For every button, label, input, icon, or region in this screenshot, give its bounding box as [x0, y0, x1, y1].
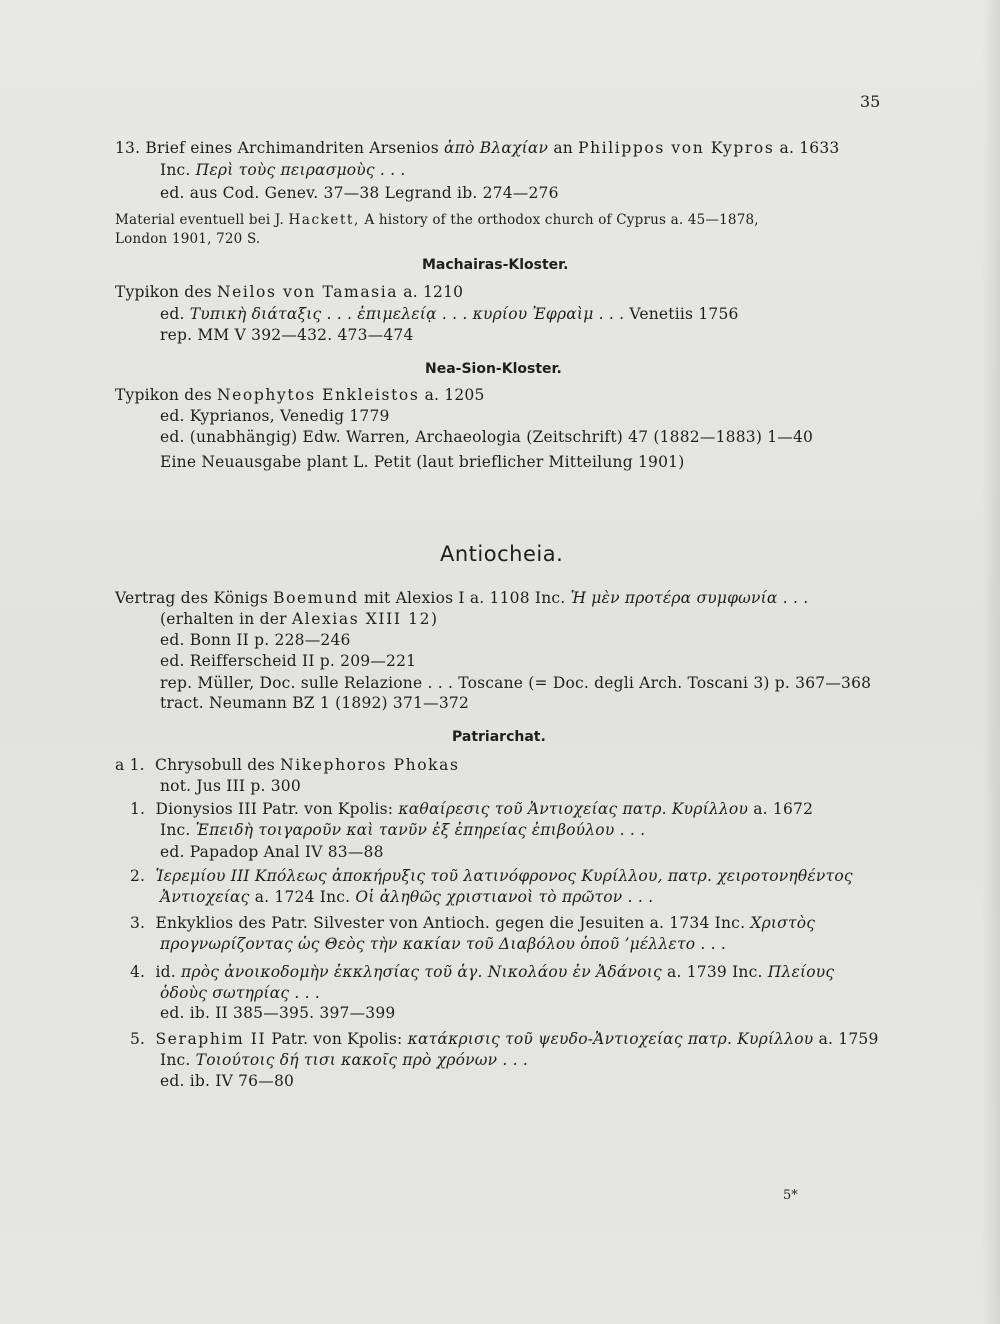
heading-neasion: Nea-Sion-Kloster.: [425, 361, 562, 377]
machairas-rep: rep. MM V 392—432. 473—474: [160, 326, 414, 344]
heading-machairas: Machairas-Kloster.: [422, 257, 569, 273]
entry-number: 13.: [115, 139, 141, 157]
entry-13-inc: Inc. Περὶ τοὺς πειρασμοὺς . . .: [160, 161, 406, 179]
signature-mark: 5*: [783, 1188, 798, 1203]
patriarchat-entry-4-cont: ὁδοὺς σωτηρίας . . .: [160, 984, 321, 1002]
patriarchat-a1-not: not. Jus III p. 300: [160, 777, 301, 795]
patriarchat-entry-1: 1. Dionysios III Patr. von Kpolis: καθαίρεσις τοῦ Ἀντιοχείας πατρ. Κυρίλλου a. 1672: [130, 800, 814, 818]
heading-antiocheia: Antiocheia.: [440, 542, 564, 566]
antiocheia-vertrag: Vertrag des Königs Boemund mit Alexios I a. 1108 Inc. Ἡ μὲν προτέρα συμφωνία . . .: [115, 589, 809, 607]
patriarchat-entry-4: 4. id. πρὸς ἀνοικοδομὴν ἐκκλησίας τοῦ ἁγ. Νικολάου ἐν Ἀδάνοις a. 1739 Inc. Πλείους: [130, 963, 835, 981]
patriarchat-entry-5-inc: Inc. Τοιούτοις δή τισι κακοῖς πρὸ χρόνων . . .: [160, 1051, 528, 1069]
antiocheia-tract: tract. Neumann BZ 1 (1892) 371—372: [160, 694, 470, 712]
patriarchat-entry-5-ed: ed. ib. IV 76—80: [160, 1072, 295, 1090]
patriarchat-entry-2-cont: Ἀντιοχείας a. 1724 Inc. Οἱ ἀληθῶς χριστιανοὶ τὸ πρῶτον . . .: [160, 888, 654, 906]
entry-13-material: Material eventuell bei J. Hackett, A history of the orthodox church of Cyprus a. 45—1878,: [115, 212, 759, 228]
entry-13-material-2: London 1901, 720 S.: [115, 231, 261, 247]
patriarchat-entry-1-inc: Inc. Ἐπειδὴ τοιγαροῦν καὶ τανῦν ἐξ ἐπηρείας ἐπιβούλου . . .: [160, 821, 646, 839]
neasion-note: Eine Neuausgabe plant L. Petit (laut brieflicher Mitteilung 1901): [160, 453, 685, 471]
patriarchat-entry-3: 3. Enkyklios des Patr. Silvester von Antioch. gegen die Jesuiten a. 1734 Inc. Χριστὸς: [130, 914, 816, 932]
machairas-typikon: Typikon des Neilos von Tamasia a. 1210: [115, 283, 464, 301]
antiocheia-ed2: ed. Reifferscheid II p. 209—221: [160, 652, 417, 670]
patriarchat-entry-2: 2. Ἱερεμίου III Κπόλεως ἀποκήρυξις τοῦ λατινόφρονος Κυρίλλου, πατρ. χειροτονηθέντος: [130, 867, 853, 885]
entry-13-line1: 13. Brief eines Archimandriten Arsenios ἀπὸ Βλαχίαν an Philippos von Kypros a. 1633: [115, 139, 840, 157]
machairas-ed: ed. Τυπικὴ διάταξις . . . ἐπιμελείᾳ . . . κυρίου Ἐφραὶμ . . . Venetiis 1756: [160, 305, 739, 323]
patriarchat-entry-1-ed: ed. Papadop Anal IV 83—88: [160, 843, 384, 861]
patriarchat-a1: a 1. Chrysobull des Nikephoros Phokas: [115, 756, 460, 774]
antiocheia-ed1: ed. Bonn II p. 228—246: [160, 631, 351, 649]
patriarchat-entry-4-ed: ed. ib. II 385—395. 397—399: [160, 1004, 396, 1022]
neasion-typikon: Typikon des Neophytos Enkleistos a. 1205: [115, 386, 485, 404]
patriarchat-entry-3-cont: προγνωρίζοντας ὡς Θεὸς τὴν κακίαν τοῦ Διαβόλου ὁποῦ ’μέλλετο . . .: [160, 935, 727, 953]
heading-patriarchat: Patriarchat.: [452, 729, 546, 745]
page-number: 35: [860, 92, 881, 111]
neasion-ed1: ed. Kyprianos, Venedig 1779: [160, 407, 390, 425]
neasion-ed2: ed. (unabhängig) Edw. Warren, Archaeologia (Zeitschrift) 47 (1882—1883) 1—40: [160, 428, 814, 446]
entry-13-ed: ed. aus Cod. Genev. 37—38 Legrand ib. 274—276: [160, 184, 559, 202]
antiocheia-rep: rep. Müller, Doc. sulle Relazione . . . Toscane (= Doc. degli Arch. Toscani 3) p. 367—368: [160, 674, 872, 692]
antiocheia-erhalten: (erhalten in der Alexias XIII 12): [160, 610, 439, 628]
page-edge-shadow: [982, 0, 1000, 1324]
patriarchat-entry-5: 5. Seraphim II Patr. von Kpolis: κατάκρισις τοῦ ψευδο-Ἀντιοχείας πατρ. Κυρίλλου a. 1759: [130, 1030, 879, 1048]
